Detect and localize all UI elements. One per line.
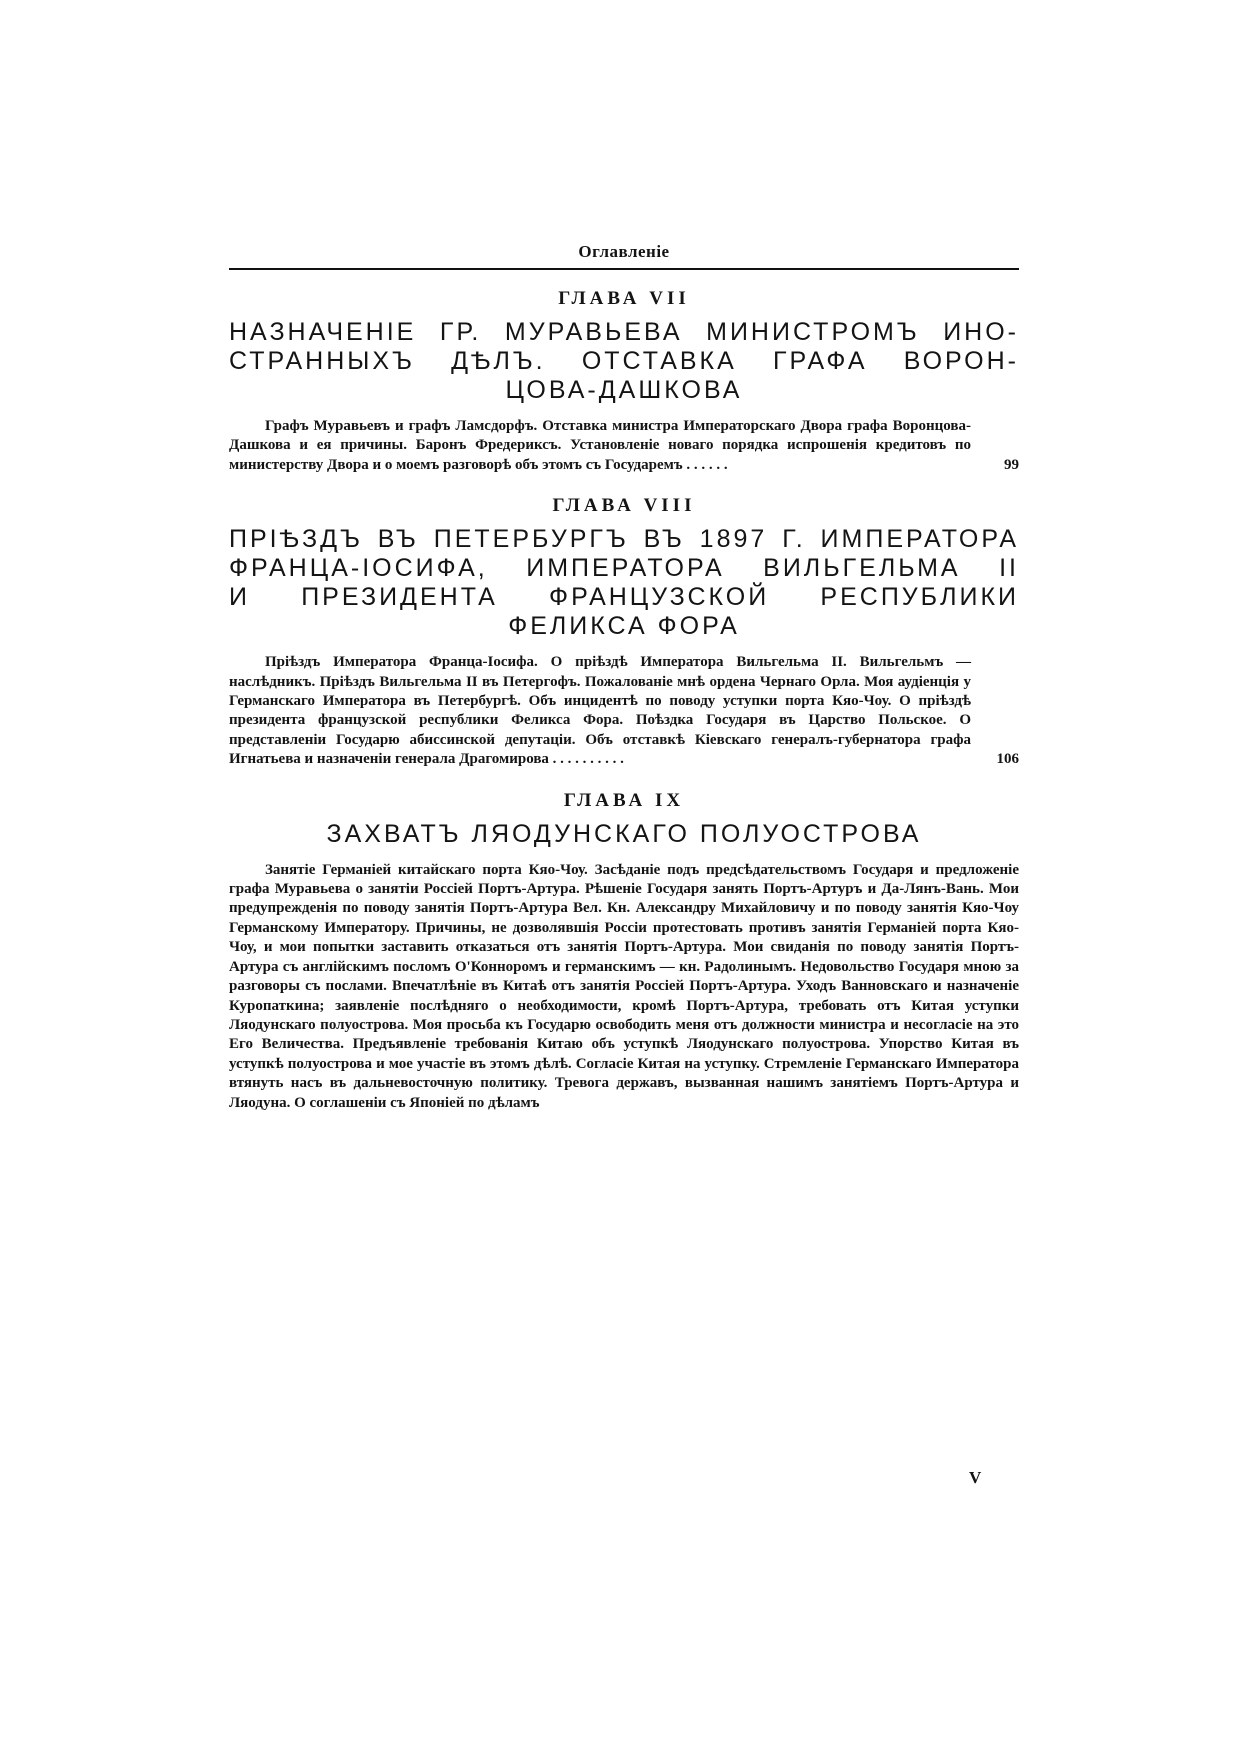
chapter-title [229,525,1019,641]
chapter-entry [229,790,1019,1113]
chapter-label: ГЛАВА IX [563,789,685,811]
chapter-title [229,318,1019,405]
chapter-label: ГЛАВА VIII [552,495,696,517]
chapter-summary-text: Пріѣздъ Императора Франца-Іосифа. О пріѣздѣ Императора Вильгельма II. Вильгельмъ — наслѣдникъ. Пріѣздъ Вильгельма II въ Петергофъ. Пожалованіе мнѣ ордена Чернаго Орла. Моя аудіенція у Германскаго Императора въ Петербургѣ. Объ инцидентѣ по поводу уступки порта Кяо-Чоу. О пріѣздѣ президента французской республики Феликса Фора. Поѣздка Государя въ Царство Польское. О представленіи Государю абиссинской депутаціи. Объ отставкѣ Кіевскаго генералъ-губернатора графа Игнатьева и назначеніи генерала Драгомирова . . . . . . . . . . [229,654,971,768]
chapter-title-line: НАЗНАЧЕНІЕ ГР. МУРАВЬЕВА МИНИСТРОМЪ ИНО- [229,318,1019,346]
chapter-page-number: 106 [996,751,1019,768]
chapter-summary-text: Графъ Муравьевъ и графъ Ламсдорфъ. Отставка министра Императорскаго Двора графа Воронцова-Дашкова и ея причины. Баронъ Фредериксъ. Установленіе новаго порядка испрошенія кредитовъ по министерству Двора и о моемъ разговорѣ объ этомъ съ Государемъ . . . . . . [229,418,971,473]
chapter-title-line: ЗАХВАТЪ ЛЯОДУНСКАГО ПОЛУОСТРОВА [326,819,922,848]
chapter-summary [229,861,1019,1113]
chapter-title-line: СТРАННЫХЪ ДѢЛЪ. ОТСТАВКА ГРАФА ВОРОН- [229,347,1019,375]
chapter-summary [229,417,1019,475]
chapter-title [229,820,1019,849]
chapter-title-line: ФЕЛИКСА ФОРА [508,612,740,641]
toc-page [229,240,1019,1133]
chapter-entry [229,288,1019,475]
chapter-summary-text: Занятіе Германіей китайскаго порта Кяо-Чоу. Засѣданіе подъ предсѣдательствомъ Государя и предложеніе графа Муравьева о занятіи Россіей Портъ-Артура. Рѣшеніе Государя занять Портъ-Артуръ и Да-Лянъ-Вань. Мои предупрежденія по поводу занятія Портъ-Артура Вел. Кн. Александру Михайловичу и по поводу занятія Кяо-Чоу Германскому Императору. Причины, не дозволявшія Россіи протестовать противъ занятія Германіей порта Кяо-Чоу, и мои попытки заставить отказаться отъ занятія Портъ-Артура. Мои свиданія по поводу занятія Портъ-Артура съ англійскимъ посломъ О'Конноромъ и германскимъ — кн. Радолинымъ. Недовольство Государя мною за разговоры съ послами. Впечатлѣніе въ Китаѣ отъ занятія Россіей Портъ-Артура. Уходъ Ванновскаго и назначеніе Куропаткина; заявленіе послѣдняго о необходимости, кромѣ Портъ-Артура, требовать отъ Китая уступки Ляодунскаго полуострова. Моя просьба къ Государю освободить меня отъ должности министра и несогласіе на это Его Величества. Предъявленіе требованія Китаю объ уступкѣ Ляодунскаго полуострова. Упорство Китая въ уступкѣ полуострова и мое участіе въ этомъ дѣлѣ. Согласіе Китая на уступку. Стремленіе Германскаго Императора втянуть насъ въ дальневосточную политику. Тревога державъ, вызванная нашимъ занятіемъ Портъ-Артура и Ляодуна. О соглашеніи съ Японіей по дѣламъ [229,861,1019,1111]
chapter-title-line: ПРІѢЗДЪ ВЪ ПЕТЕРБУРГЪ ВЪ 1897 Г. ИМПЕРАТОРА [229,525,1019,554]
chapter-title-line: ФРАНЦА-ІОСИФА, ИМПЕРАТОРА ВИЛЬГЕЛЬМА II [229,554,1019,583]
chapter-title-line: ЦОВА-ДАШКОВА [505,376,743,404]
chapter-label: ГЛАВА VII [558,288,690,309]
chapter-page-number: 99 [1004,456,1019,473]
header-rule [229,268,1019,270]
chapter-summary [229,653,1019,769]
running-head: Оглавленіе [578,242,670,261]
chapter-entry [229,495,1019,769]
chapter-title-line: И ПРЕЗИДЕНТА ФРАНЦУЗСКОЙ РЕСПУБЛИКИ [229,583,1019,612]
folio-page-number: V [969,1468,982,1487]
